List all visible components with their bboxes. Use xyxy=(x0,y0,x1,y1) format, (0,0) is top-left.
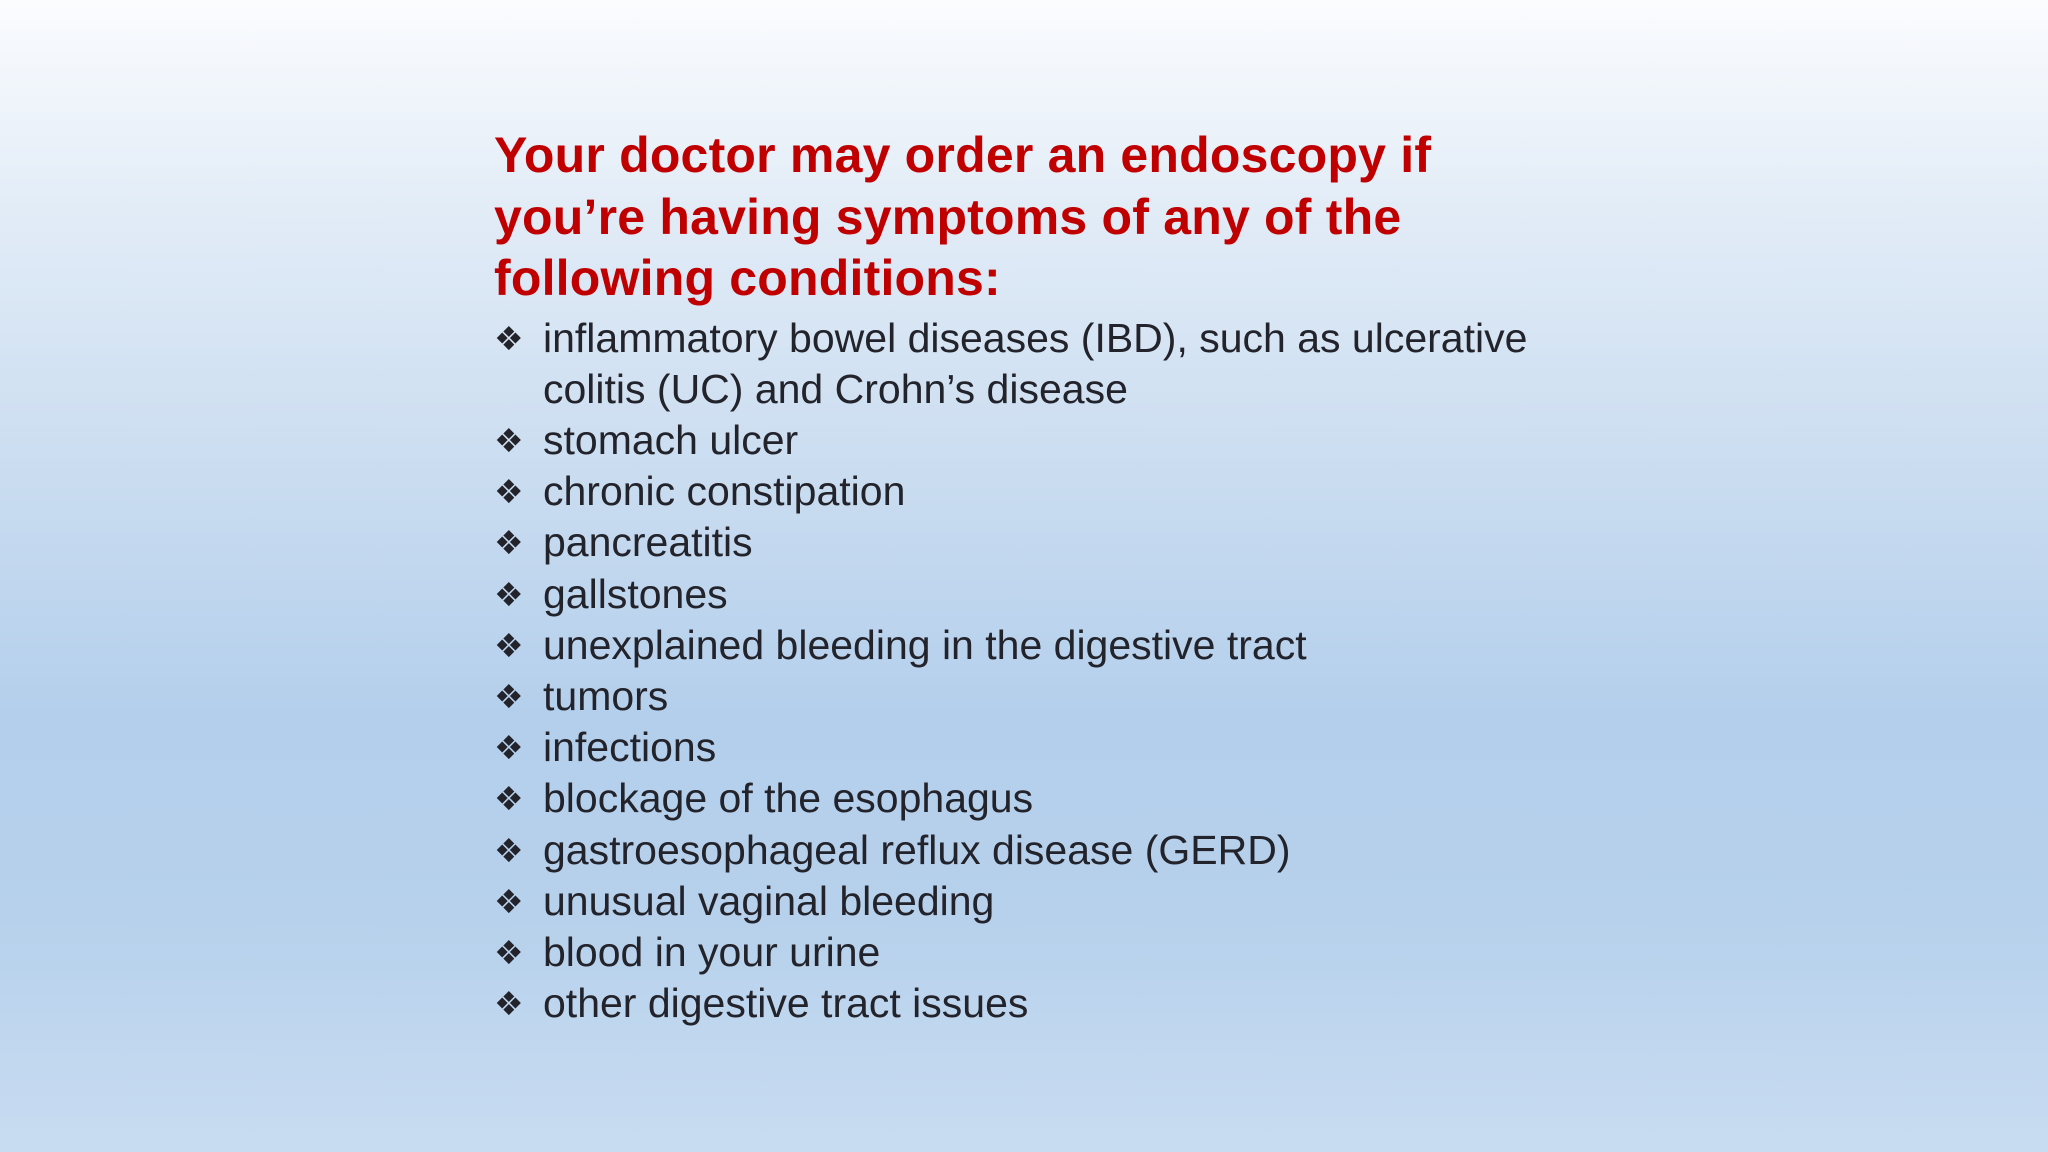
conditions-list xyxy=(494,313,1574,1030)
four-diamond-bullet-icon: ❖ xyxy=(494,984,524,1024)
four-diamond-bullet-icon: ❖ xyxy=(494,472,524,512)
list-item xyxy=(494,415,1574,466)
list-item xyxy=(494,927,1574,978)
four-diamond-bullet-icon: ❖ xyxy=(494,881,524,921)
list-item xyxy=(494,671,1574,722)
four-diamond-bullet-icon: ❖ xyxy=(494,779,524,819)
four-diamond-bullet-icon: ❖ xyxy=(494,625,524,665)
list-item xyxy=(494,466,1574,517)
list-item xyxy=(494,569,1574,620)
list-item-text: stomach ulcer xyxy=(543,416,799,463)
list-item-text: unexplained bleeding in the digestive tract xyxy=(543,621,1307,668)
list-item-text: unusual vaginal bleeding xyxy=(543,877,995,924)
list-item-text: tumors xyxy=(543,672,669,719)
list-item-text: inflammatory bowel diseases (IBD), such as ulcerative colitis (UC) and Crohn’s disease xyxy=(543,314,1528,412)
list-item xyxy=(494,876,1574,927)
list-item-text: gastroesophageal reflux disease (GERD) xyxy=(543,826,1291,873)
four-diamond-bullet-icon: ❖ xyxy=(494,420,524,460)
list-item-text: infections xyxy=(543,724,717,771)
slide-title: Your doctor may order an endoscopy if you’re having symptoms of any of the following conditions: xyxy=(494,127,1432,306)
four-diamond-bullet-icon: ❖ xyxy=(494,318,524,358)
list-item-text: chronic constipation xyxy=(543,468,906,515)
four-diamond-bullet-icon: ❖ xyxy=(494,574,524,614)
slide-content xyxy=(494,125,1574,1029)
list-item-text: blood in your urine xyxy=(543,928,881,975)
list-item xyxy=(494,722,1574,773)
list-item xyxy=(494,978,1574,1029)
four-diamond-bullet-icon: ❖ xyxy=(494,728,524,768)
list-item xyxy=(494,313,1574,415)
list-item-text: pancreatitis xyxy=(543,519,753,566)
four-diamond-bullet-icon: ❖ xyxy=(494,523,524,563)
four-diamond-bullet-icon: ❖ xyxy=(494,830,524,870)
list-item-text: other digestive tract issues xyxy=(543,980,1029,1027)
list-item-text: blockage of the esophagus xyxy=(543,775,1034,822)
list-item xyxy=(494,620,1574,671)
list-item-text: gallstones xyxy=(543,570,728,617)
four-diamond-bullet-icon: ❖ xyxy=(494,932,524,972)
list-item xyxy=(494,825,1574,876)
four-diamond-bullet-icon: ❖ xyxy=(494,676,524,716)
list-item xyxy=(494,517,1574,568)
list-item xyxy=(494,773,1574,824)
